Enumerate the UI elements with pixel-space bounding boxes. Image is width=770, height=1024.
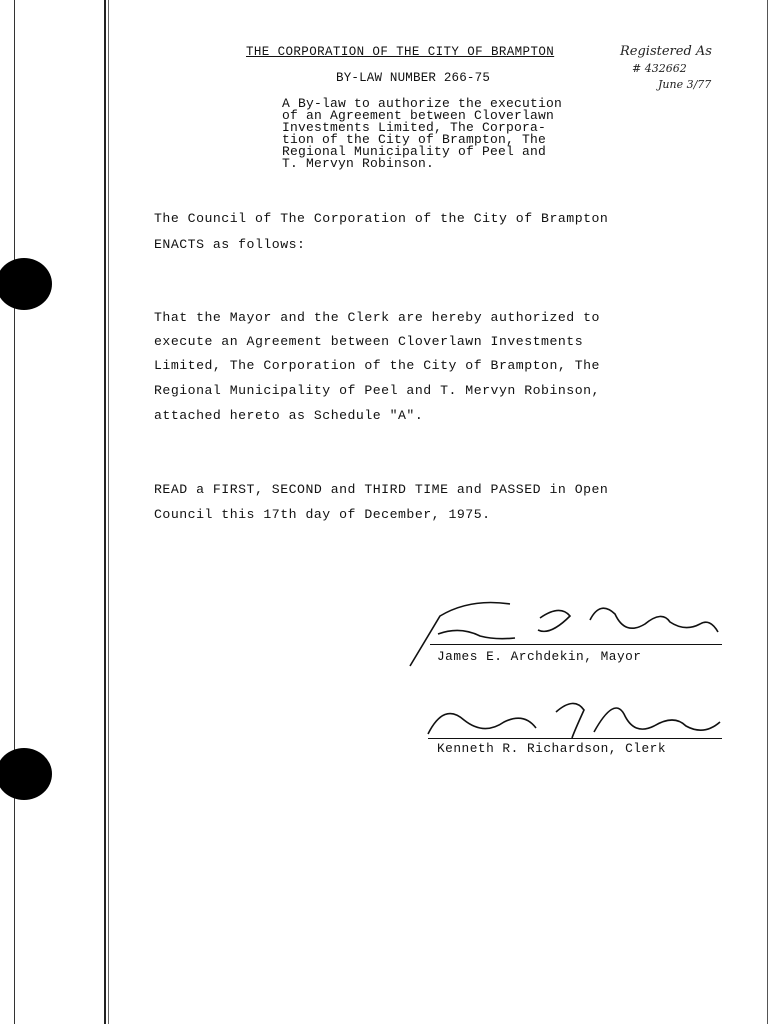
clerk-name: Kenneth R. Richardson, Clerk <box>437 741 667 756</box>
description-line: A By-law to authorize the execution <box>282 96 563 111</box>
bylaw-number: BY-LAW NUMBER 266-75 <box>336 71 491 85</box>
binder-line <box>104 0 106 1024</box>
corporation-title: THE CORPORATION OF THE CITY OF BRAMPTON <box>246 45 555 59</box>
punch-hole-bottom <box>0 748 52 800</box>
handwritten-line: June 3/77 <box>658 78 712 91</box>
clause-line: execute an Agreement between Cloverlawn Investments <box>154 334 584 349</box>
handwritten-line: Registered As <box>620 44 712 59</box>
clause-line: Limited, The Corporation of the City of Brampton, The <box>154 358 600 373</box>
punch-hole-top <box>0 258 52 310</box>
clause-line: That the Mayor and the Clerk are hereby authorized to <box>154 310 600 325</box>
passed-line: Council this 17th day of December, 1975. <box>154 507 491 522</box>
description-line: Investments Limited, The Corpora- <box>282 120 547 135</box>
page-left-edge <box>0 0 15 1024</box>
enact-line: ENACTS as follows: <box>154 237 306 252</box>
clause-line: Regional Municipality of Peel and T. Mervyn Robinson, <box>154 383 600 398</box>
description-line: of an Agreement between Cloverlawn <box>282 108 555 123</box>
enact-line: The Council of The Corporation of the City of Brampton <box>154 211 609 226</box>
handwritten-line: # 432662 <box>632 62 687 75</box>
passed-line: READ a FIRST, SECOND and THIRD TIME and PASSED in Open <box>154 482 609 497</box>
clause-line: attached hereto as Schedule "A". <box>154 408 424 423</box>
mayor-signature-line <box>430 644 722 645</box>
mayor-name: James E. Archdekin, Mayor <box>437 649 642 664</box>
clerk-signature-line <box>428 738 722 739</box>
page-right-edge <box>767 0 768 1024</box>
description-line: Regional Municipality of Peel and <box>282 144 547 159</box>
description-line: T. Mervyn Robinson. <box>282 156 435 171</box>
binder-line-inner <box>108 0 109 1024</box>
description-line: tion of the City of Brampton, The <box>282 132 547 147</box>
